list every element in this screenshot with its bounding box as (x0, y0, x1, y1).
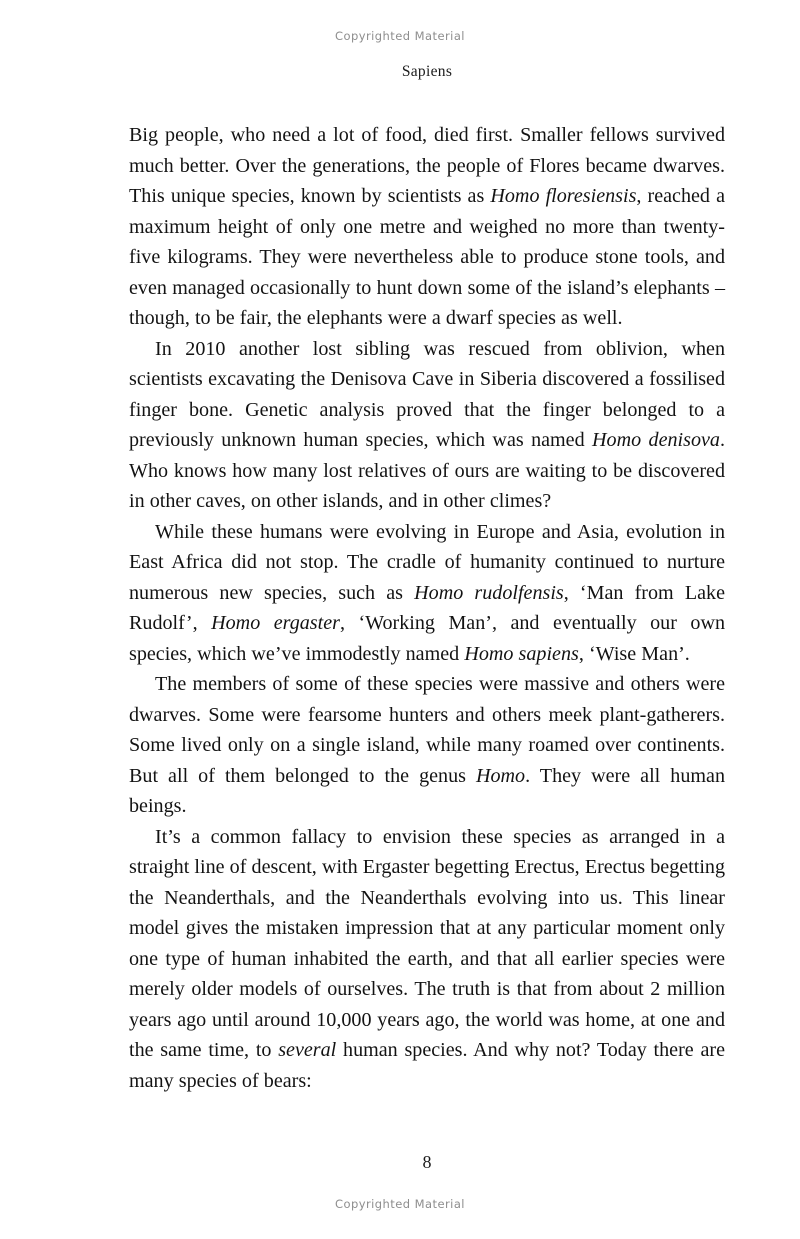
body-text-run: human species. And why not? Today there are many species of bears: (129, 1039, 725, 1092)
body-paragraph (129, 120, 725, 334)
running-head-title: Sapiens (401, 63, 453, 80)
page-number: 8 (422, 1152, 432, 1172)
species-name-italic: Homo floresiensis (490, 185, 637, 207)
species-name-italic: several (278, 1039, 337, 1061)
body-text-run: , reached a maximum height of only one metre and weighed no more than twenty-five kilograms. They were nevertheless able to produce stone tools, and even managed occasionally to hunt down some of the island’s elephants – though, to be fair, the elephants were a dwarf species as well. (129, 185, 725, 329)
species-name-italic: Homo denisova (592, 429, 720, 451)
body-paragraph (129, 669, 725, 822)
body-text-column (129, 120, 725, 1096)
species-name-italic: Homo ergaster (211, 612, 340, 634)
body-text-run: . They were all human beings. (129, 764, 725, 817)
body-text-run: , ‘Working Man’, and eventually our own species, which we’ve immodestly named (129, 612, 725, 665)
body-paragraph (129, 822, 725, 1097)
body-text-run: While these humans were evolving in Europe and Asia, evolution in East Africa did not stop. The cradle of humanity continued to nurture numerous new species, such as (129, 520, 725, 604)
copyright-watermark-top: Copyrighted Material (335, 29, 465, 43)
body-paragraph (129, 517, 725, 670)
species-name-italic: Homo sapiens (464, 642, 579, 665)
copyright-watermark-bottom: Copyrighted Material (335, 1197, 465, 1211)
body-text-run: It’s a common fallacy to envision these species as arranged in a straight line of descent, with Ergaster begetting Erectus, Erectus begetting the Neanderthals, and the Neanderthals evolving into us. This linear model gives the mistaken impression that at any particular moment only one type of human inhabited the earth, and that all earlier species were merely older models of ourselves. The truth is that from about 2 million years ago until around 10,000 years ago, the world was home, at one and the same time, to (129, 825, 725, 1061)
species-name-italic: Homo (475, 764, 526, 787)
body-text-run: Big people, who need a lot of food, died first. Smaller fellows survived much better. Over the generations, the people of Flores became dwarves. This unique species, known by scientists as (129, 124, 725, 207)
body-text-run: The members of some of these species were massive and others were dwarves. Some were fearsome hunters and others meek plant-gatherers. Some lived only on a single island, while many roamed over continents. But all of them belonged to the genus (129, 673, 725, 787)
body-text-run: In 2010 another lost sibling was rescued from oblivion, when scientists excavating the Denisova Cave in Siberia discovered a fossilised finger bone. Genetic analysis proved that the finger belonged to a previously unknown human species, which was named (129, 337, 725, 451)
species-name-italic: Homo rudolfensis (414, 581, 564, 604)
body-paragraph (129, 334, 725, 517)
body-text-run: , ‘Man from Lake Rudolf’, (129, 581, 725, 634)
body-text-run: , ‘Wise Man’. (578, 642, 690, 665)
body-text-run: . Who knows how many lost relatives of ours are waiting to be discovered in other caves, on other islands, and in other climes? (129, 429, 725, 512)
